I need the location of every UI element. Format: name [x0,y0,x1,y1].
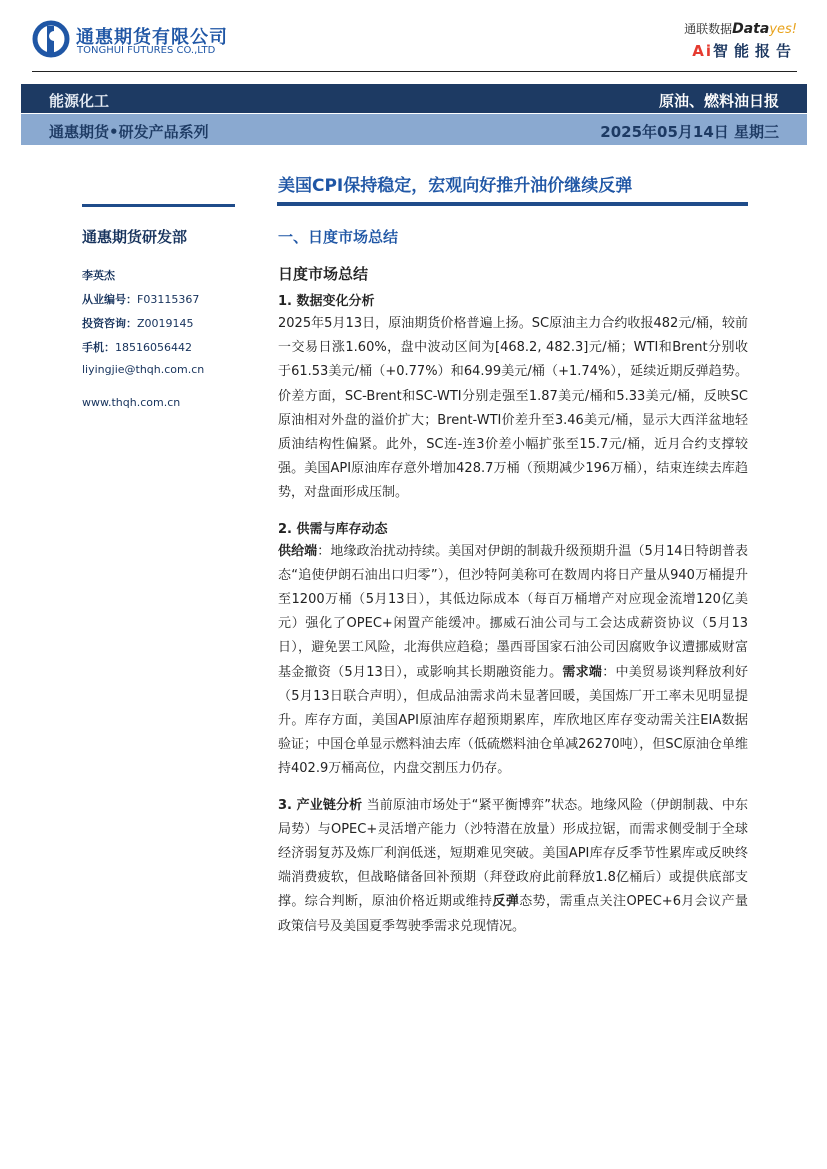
company-name-en: TONGHUI FUTURES CO.,LTD [77,45,216,56]
industry-chain-title: 3. 产业链分析 [278,797,363,813]
report-body [278,226,748,945]
brand-top-cn: 通联数据 [684,22,733,36]
data-analysis-text: 2025年5月13日，原油期货价格普遍上扬。SC原油主力合约收报482元/桶，较前一交易日涨1.60%，盘中波动区间为[468.2, 482.3]元/桶；WTI和Brent分别收于61.53美元/桶（+0.77%）和64.99美元/桶（+1.74%），延续近期反弹趋势。价差方面，SC-Brent和SC-WTI分别走强至1.87美元/桶和5.33美元/桶，反映SC原油相对外盘的溢价扩大；Brent-WTI价差升至3.46美元/桶，显示大西洋盆地轻质油结构性偏紧。此外，SC连-连3价差小幅扩张至15.7元/桶，近月合约支撑较强。美国API原油库存意外增加428.7万桶（预期减少196万桶），结束连续去库趋势，对盘面形成压制。 [278,316,748,501]
brand-bottom: 智能报告 [712,42,797,60]
report-title: 美国CPI保持稳定，宏观向好推升油价继续反弹 [278,176,633,196]
section-heading: 一、日度市场总结 [278,228,399,246]
brand-top-data: Data [732,21,770,37]
brand-top-yes: yes! [769,22,797,37]
company-logo-icon [32,20,70,58]
author-sidebar [82,226,242,417]
banner-top [21,84,807,113]
email-link[interactable]: liyingjie@thqh.com.cn [82,363,205,376]
banner-date: 2025年05月14日 星期三 [600,123,779,141]
banner-bottom [21,114,807,145]
title-divider [277,202,748,206]
banner-sector: 能源化工 [49,92,110,110]
phone-number: 手机：18516056442 [82,341,192,354]
banner-series: 通惠期货•研发产品系列 [49,123,209,141]
brand-ai: Ai [692,42,713,60]
supply-demand-title: 2. 供需与库存动态 [278,521,388,537]
section-subheading: 日度市场总结 [278,265,369,283]
industry-chain-text: 3. 产业链分析 当前原油市场处于“紧平衡博弈”状态。地缘风险（伊朗制裁、中东局势）与OPEC+灵活增产能力（沙特潜在放量）形成拉锯，而需求侧受制于全球经济弱复苏及炼厂利润低迷，短期难见突破。美国API库存反季节性累库或反映终端消费疲软，但战略储备回补预期（拜登政府此前释放1.8亿桶后）或提供底部支撑。综合判断，原油价格近期或维持反弹态势，需重点关注OPEC+6月会议产量政策信号及美国夏季驾驶季需求兑现情况。 [278,797,748,934]
license-number: 从业编号：F03115367 [82,293,200,306]
banner-report-type: 原油、燃料油日报 [658,92,779,110]
sidebar-divider [82,204,235,207]
website-link[interactable]: www.thqh.com.cn [82,396,181,409]
header-divider [32,71,797,72]
datayes-brand [657,20,797,60]
consult-number: 投资咨询：Z0019145 [82,317,194,330]
company-logo [32,20,232,60]
analyst-name: 李英杰 [82,269,115,282]
department-name: 通惠期货研发部 [82,228,188,246]
company-name-cn: 通惠期货有限公司 [76,27,228,48]
supply-demand-text: 供给端：地缘政治扰动持续。美国对伊朗的制裁升级预期升温（5月14日特朗普表态“追使伊朗石油出口归零”），但沙特阿美称可在数周内将日产量从940万桶提升至1200万桶（5月13日），其低边际成本（每百万桶增产对应现金流增120亿美元）强化了OPEC+闲置产能缓冲。挪威石油公司与工会达成薪资协议（5月13日），避免罢工风险，北海供应趋稳；墨西哥国家石油公司因腐败争议遭挪威财富基金撤资（5月13日），或影响其长期融资能力。需求端：中美贸易谈判释放利好（5月13日联合声明），但成品油需求尚未显著回暖，美国炼厂开工率未见明显提升。库存方面，美国API原油库存超预期累库，库欣地区库存变动需关注EIA数据验证；中国仓单显示燃料油去库（低硫燃料油仓单减26270吨），但SC原油仓单维持402.9万桶高位，内盘交割压力仍存。 [278,543,748,777]
data-analysis-title: 1. 数据变化分析 [278,294,375,309]
